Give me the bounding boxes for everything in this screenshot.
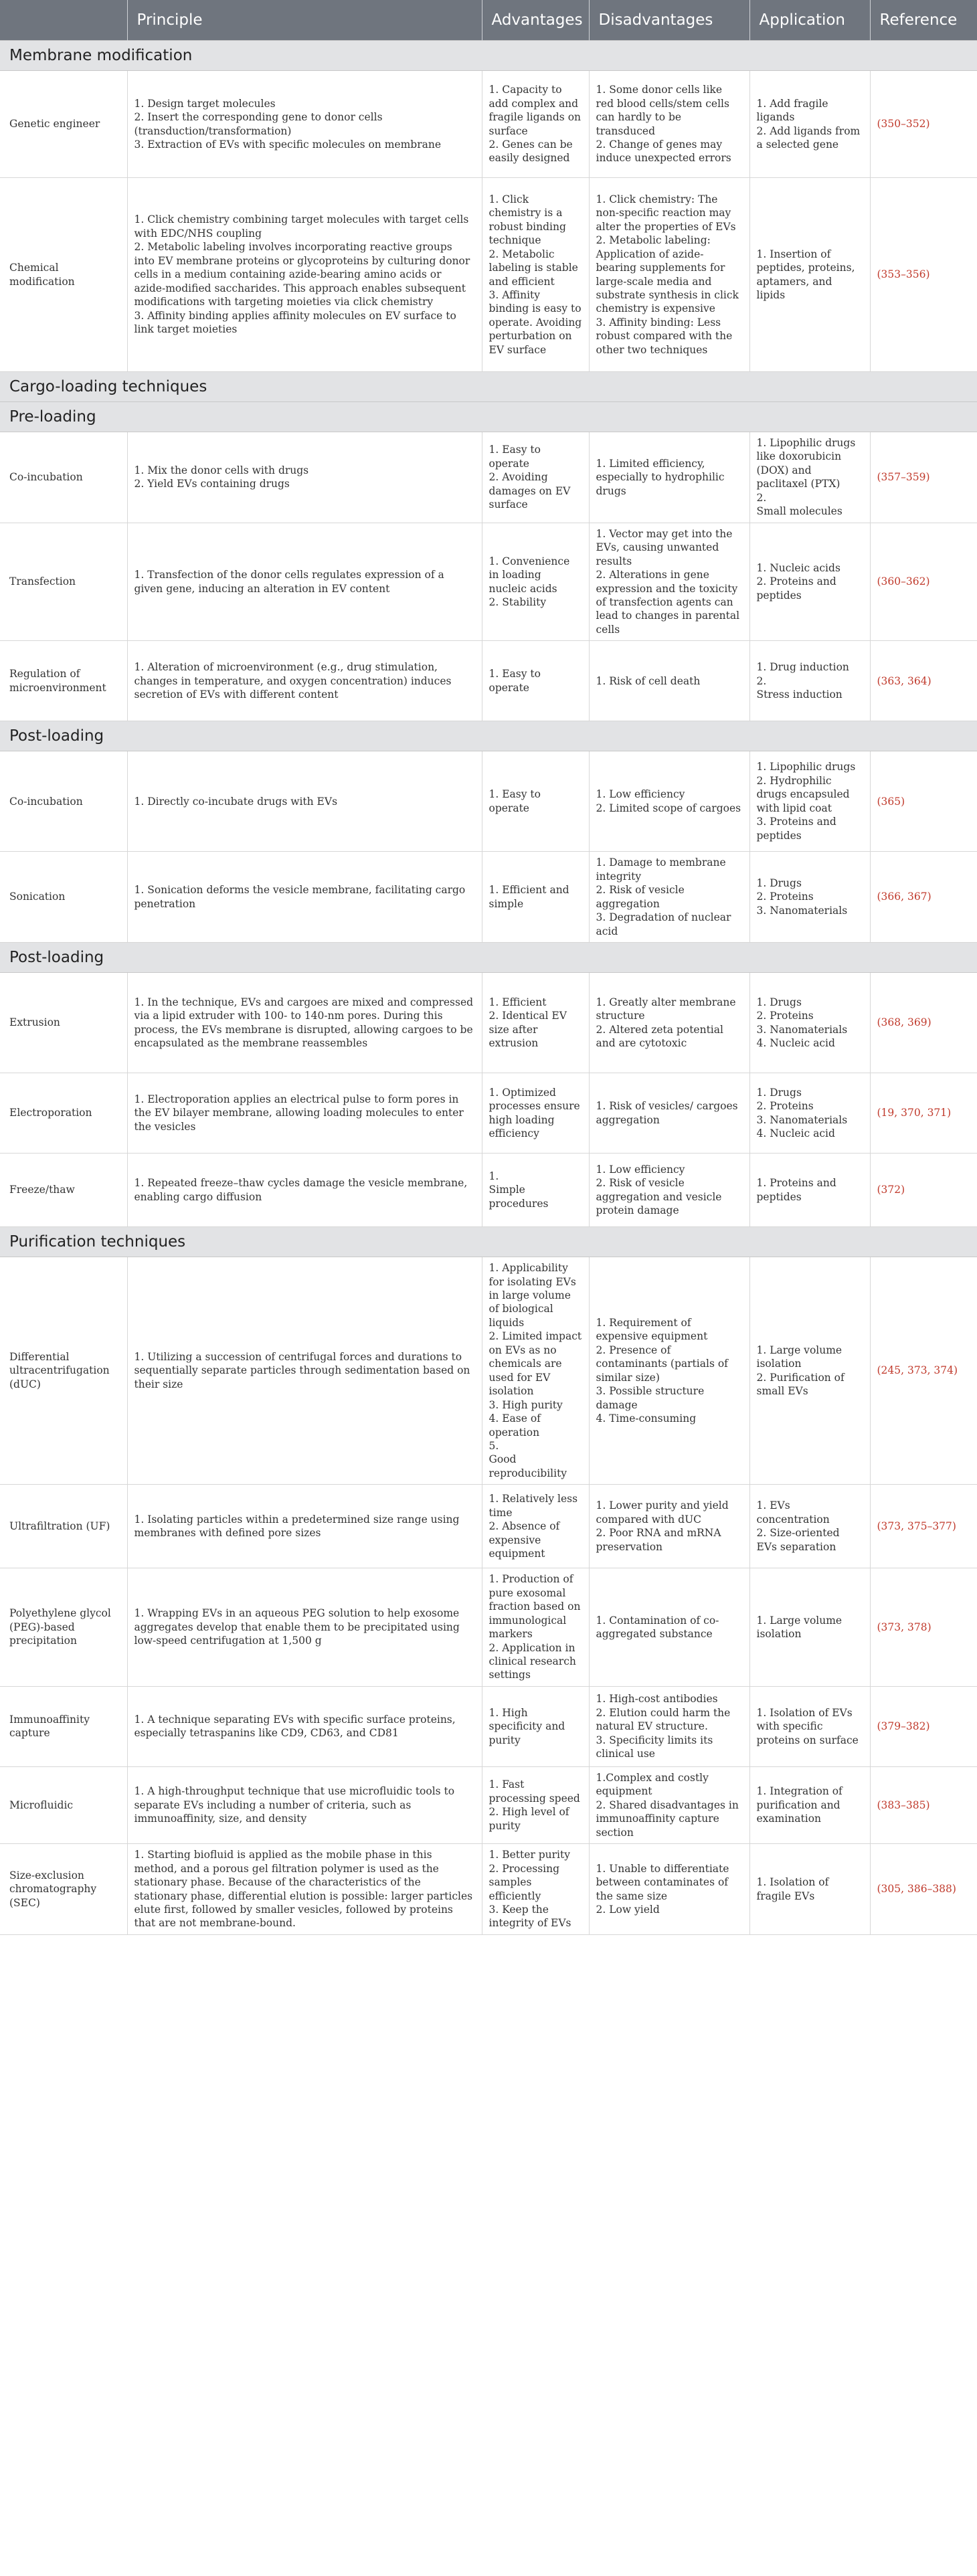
disadvantages-cell	[589, 178, 749, 372]
application-cell	[749, 1686, 870, 1766]
section-header-row	[0, 402, 977, 432]
table-row	[0, 1686, 977, 1766]
cell-line: 1.Complex and costly equipment	[596, 1771, 709, 1798]
cell-line: 1. Capacity to add complex and fragile ligands on surface	[489, 84, 582, 137]
cell-line: 2. Genes can be easily designed	[489, 138, 573, 165]
header-cell-reference: Reference	[870, 0, 977, 41]
cell-line: 2. Add ligands from a selected gene	[756, 124, 861, 151]
cell-line: 1. Greatly alter membrane structure	[596, 996, 736, 1022]
advantages-cell	[482, 1686, 589, 1766]
table-row	[0, 1073, 977, 1154]
cell-line: 3. Affinity binding applies affinity molecules on EV surface to link target moieties	[134, 309, 456, 336]
cell-line: 1. Better purity	[489, 1849, 571, 1861]
cell-line: 1. Low efficiency	[596, 1163, 685, 1176]
table-row	[0, 1257, 977, 1485]
cell-line: 2. Proteins	[756, 891, 814, 903]
advantages-cell	[482, 1154, 589, 1227]
technique-name-cell: Freeze/thaw	[0, 1154, 127, 1227]
cell-line: 3. High purity	[489, 1398, 563, 1411]
cell-line: 1. Click chemistry: The non-specific reaction may alter the properties of EVs	[596, 193, 736, 233]
cell-line: 2. Change of genes may induce unexpected errors	[596, 138, 731, 165]
technique-name-cell: Chemical modification	[0, 178, 127, 372]
section-title: Purification techniques	[0, 1227, 977, 1257]
cell-line: 1. Easy to operate	[489, 668, 541, 694]
principle-cell	[127, 178, 482, 372]
technique-name-cell: Co-incubation	[0, 432, 127, 523]
cell-line: Small molecules	[756, 505, 842, 518]
disadvantages-cell	[589, 1257, 749, 1485]
table-row	[0, 751, 977, 852]
section-title: Post-loading	[0, 943, 977, 973]
cell-line: 2. Proteins	[756, 1100, 814, 1113]
cell-line: 1. Applicability for isolating EVs in large volume of biological liquids	[489, 1262, 576, 1329]
principle-cell	[127, 432, 482, 523]
advantages-cell	[482, 1485, 589, 1568]
advantages-cell	[482, 751, 589, 852]
cell-line: 1. Relatively less time	[489, 1493, 578, 1519]
cell-line: 4. Ease of operation	[489, 1412, 541, 1439]
reference-cell[interactable]: (357–359)	[870, 432, 977, 523]
cell-line: 1. Easy to operate	[489, 788, 541, 814]
cell-line: 2. Processing samples efficiently	[489, 1862, 560, 1902]
cell-line: 2. Insert the corresponding gene to donor cells (transduction/transformation)	[134, 111, 383, 137]
principle-cell	[127, 1257, 482, 1485]
advantages-cell	[482, 641, 589, 721]
cell-line: 1. Drugs	[756, 996, 802, 1008]
technique-name-cell: Polyethylene glycol (PEG)-based precipitation	[0, 1568, 127, 1687]
cell-line: 1. Efficient	[489, 996, 547, 1008]
header-cell-disadvantages: Disadvantages	[589, 0, 749, 41]
principle-cell	[127, 751, 482, 852]
cell-line: 1. Starting biofluid is applied as the mobile phase in this method, and a porous gel filtration polymer is used as the stationary phase. Because of the characteristics of the stationary phase, differential elution is possible: larger particles elute first, followed by smaller vesicles, followed by proteins that are not membrane-bound.	[134, 1849, 473, 1930]
header-cell-technique	[0, 0, 127, 41]
section-header-row	[0, 1227, 977, 1257]
cell-line: 1. Lipophilic drugs like doxorubicin (DOX) and paclitaxel (PTX)	[756, 437, 856, 490]
cell-line: 2. Absence of expensive equipment	[489, 1520, 560, 1560]
cell-line: 1. Design target molecules	[134, 97, 276, 110]
technique-name-cell: Transfection	[0, 523, 127, 641]
technique-name-cell: Microfluidic	[0, 1766, 127, 1843]
cell-line: 2.	[756, 674, 767, 687]
cell-line: 1. Alteration of microenvironment (e.g., drug stimulation, changes in temperature, and oxygen concentration) induces secretion of EVs with different content	[134, 661, 452, 701]
disadvantages-cell	[589, 1485, 749, 1568]
cell-line: 3. Affinity binding is easy to operate. Avoiding perturbation on EV surface	[489, 288, 582, 356]
principle-cell	[127, 973, 482, 1073]
cell-line: 1. Large volume isolation	[756, 1614, 842, 1641]
cell-line: 1. Lipophilic drugs	[756, 761, 856, 773]
cell-line: 1. In the technique, EVs and cargoes are mixed and compressed via a lipid extruder with 100- to 140-nm pores. During this process, the EVs membrane is disrupted, allowing cargoes to be encapsulated as the membrane reassembles	[134, 996, 474, 1050]
reference-cell[interactable]: (245, 373, 374)	[870, 1257, 977, 1485]
application-cell	[749, 523, 870, 641]
cell-line: 1. A high-throughput technique that use microfluidic tools to separate EVs including a number of criteria, such as immunoaffinity, size, and density	[134, 1785, 455, 1825]
advantages-cell	[482, 432, 589, 523]
cell-line: 4. Nucleic acid	[756, 1037, 835, 1050]
disadvantages-cell	[589, 1766, 749, 1843]
table-row	[0, 1844, 977, 1935]
cell-line: Simple procedures	[489, 1184, 549, 1210]
advantages-cell	[482, 71, 589, 178]
application-cell	[749, 1257, 870, 1485]
cell-line: 3. Nanomaterials	[756, 1113, 848, 1126]
cell-line: 1. Sonication deforms the vesicle membrane, facilitating cargo penetration	[134, 884, 466, 910]
application-cell	[749, 178, 870, 372]
cell-line: 2. Presence of contaminants (partials of similar size)	[596, 1344, 728, 1384]
disadvantages-cell	[589, 641, 749, 721]
cell-line: 1. Click chemistry combining target molecules with target cells with EDC/NHS coupling	[134, 213, 469, 240]
cell-line: 2. Proteins	[756, 1010, 814, 1022]
cell-line: 3. Extraction of EVs with specific molecules on membrane	[134, 138, 442, 151]
table-body	[0, 41, 977, 1935]
disadvantages-cell	[589, 751, 749, 852]
reference-cell[interactable]: (368, 369)	[870, 973, 977, 1073]
cell-line: 1. Nucleic acids	[756, 561, 840, 574]
application-cell	[749, 71, 870, 178]
advantages-cell	[482, 1568, 589, 1687]
reference-cell[interactable]: (353–356)	[870, 178, 977, 372]
cell-line: 1. Limited efficiency, especially to hydrophilic drugs	[596, 457, 725, 497]
section-header-row	[0, 943, 977, 973]
cell-line: 2. Risk of vesicle aggregation	[596, 884, 685, 910]
application-cell	[749, 432, 870, 523]
advantages-cell	[482, 973, 589, 1073]
section-title: Membrane modification	[0, 41, 977, 71]
technique-name-cell: Differential ultracentrifugation (dUC)	[0, 1257, 127, 1485]
cell-line: 2. Low yield	[596, 1904, 660, 1916]
advantages-cell	[482, 1257, 589, 1485]
advantages-cell	[482, 852, 589, 943]
cell-line: 1. Drug induction	[756, 661, 849, 674]
technique-name-cell: Sonication	[0, 852, 127, 943]
cell-line: 1. Isolating particles within a predetermined size range using membranes with defined pore sizes	[134, 1513, 460, 1540]
section-header-row	[0, 721, 977, 751]
principle-cell	[127, 1686, 482, 1766]
disadvantages-cell	[589, 71, 749, 178]
reference-cell[interactable]: (350–352)	[870, 71, 977, 178]
table-row	[0, 432, 977, 523]
technique-name-cell: Immunoaffinity capture	[0, 1686, 127, 1766]
cell-line: 1. Large volume isolation	[756, 1344, 842, 1370]
principle-cell	[127, 523, 482, 641]
reference-cell[interactable]: (366, 367)	[870, 852, 977, 943]
reference-cell[interactable]: (373, 378)	[870, 1568, 977, 1687]
cell-line: 3. Possible structure damage	[596, 1385, 705, 1411]
cell-line: 1. Isolation of EVs with specific proteins on surface	[756, 1706, 859, 1746]
cell-line: 5.	[489, 1439, 499, 1452]
cell-line: 2. Alterations in gene expression and the toxicity of transfection agents can lead to changes in parental cells	[596, 569, 740, 636]
technique-name-cell: Co-incubation	[0, 751, 127, 852]
application-cell	[749, 1154, 870, 1227]
cell-line: 2. Risk of vesicle aggregation and vesicle protein damage	[596, 1177, 722, 1217]
reference-cell[interactable]: (305, 386–388)	[870, 1844, 977, 1935]
disadvantages-cell	[589, 1073, 749, 1154]
advantages-cell	[482, 1844, 589, 1935]
cell-line: 2. Proteins and peptides	[756, 575, 836, 602]
cell-line: 3. Affinity binding: Less robust compared with the other two techniques	[596, 316, 733, 356]
table-row	[0, 523, 977, 641]
advantages-cell	[482, 523, 589, 641]
disadvantages-cell	[589, 973, 749, 1073]
cell-line: 1. Wrapping EVs in an aqueous PEG solution to help exosome aggregates develop that enable them to be precipitated using low-speed centrifugation at 1,500 g	[134, 1607, 460, 1647]
section-title: Cargo-loading techniques	[0, 372, 977, 402]
principle-cell	[127, 1844, 482, 1935]
reference-cell[interactable]: (383–385)	[870, 1766, 977, 1843]
cell-line: 2. Yield EVs containing drugs	[134, 478, 290, 490]
technique-name-cell: Ultrafiltration (UF)	[0, 1485, 127, 1568]
header-cell-advantages: Advantages	[482, 0, 589, 41]
table-row	[0, 973, 977, 1073]
cell-line: 1. Vector may get into the EVs, causing unwanted results	[596, 527, 733, 567]
cell-line: 2. Application in clinical research settings	[489, 1641, 576, 1681]
cell-line: 2. Limited scope of cargoes	[596, 802, 741, 814]
cell-line: Good reproducibility	[489, 1453, 567, 1479]
cell-line: 1. Convenience in loading nucleic acids	[489, 555, 570, 595]
cell-line: 1. Insertion of peptides, proteins, aptamers, and lipids	[756, 248, 855, 301]
reference-cell[interactable]: (379–382)	[870, 1686, 977, 1766]
cell-line: 2. Size-oriented EVs separation	[756, 1527, 840, 1553]
cell-line: 1.	[489, 1170, 499, 1182]
disadvantages-cell	[589, 1154, 749, 1227]
section-header-row	[0, 41, 977, 71]
table-row	[0, 1485, 977, 1568]
cell-line: 4. Nucleic acid	[756, 1127, 835, 1140]
technique-name-cell: Size-exclusion chromatography (SEC)	[0, 1844, 127, 1935]
cell-line: 2. Avoiding damages on EV surface	[489, 471, 571, 511]
disadvantages-cell	[589, 432, 749, 523]
cell-line: 3. Nanomaterials	[756, 1023, 848, 1036]
advantages-cell	[482, 1073, 589, 1154]
cell-line: 3. Nanomaterials	[756, 904, 848, 917]
table-row	[0, 1766, 977, 1843]
principle-cell	[127, 1568, 482, 1687]
cell-line: 1. Risk of cell death	[596, 674, 701, 687]
cell-line: 1. Optimized processes ensure high loading efficiency	[489, 1086, 580, 1140]
section-header-row	[0, 372, 977, 402]
cell-line: 2. High level of purity	[489, 1806, 569, 1832]
cell-line: 2. Metabolic labeling: Application of azide-bearing supplements for large-scale media and substrate synthesis in click chemistry is expensive	[596, 234, 739, 315]
cell-line: 1. Click chemistry is a robust binding technique	[489, 193, 566, 247]
cell-line: 1. A technique separating EVs with specific surface proteins, especially tetraspanins like CD9, CD63, and CD81	[134, 1713, 456, 1740]
cell-line: 3. Keep the integrity of EVs	[489, 1904, 571, 1930]
disadvantages-cell	[589, 523, 749, 641]
table-row	[0, 71, 977, 178]
application-cell	[749, 1844, 870, 1935]
cell-line: 1. Some donor cells like red blood cells/stem cells can hardly to be transduced	[596, 84, 729, 137]
table-row	[0, 178, 977, 372]
header-cell-principle: Principle	[127, 0, 482, 41]
application-cell	[749, 1073, 870, 1154]
cell-line: 2. Shared disadvantages in immunoaffinity capture section	[596, 1799, 739, 1839]
disadvantages-cell	[589, 1844, 749, 1935]
header-cell-application: Application	[749, 0, 870, 41]
principle-cell	[127, 1766, 482, 1843]
cell-line: 1. Integration of purification and examination	[756, 1785, 842, 1825]
principle-cell	[127, 641, 482, 721]
cell-line: 1. Transfection of the donor cells regulates expression of a given gene, inducing an alteration in EV content	[134, 569, 444, 595]
cell-line: 4. Time-consuming	[596, 1412, 697, 1425]
cell-line: 2. Stability	[489, 595, 547, 608]
cell-line: 1. Requirement of expensive equipment	[596, 1316, 708, 1343]
technique-name-cell: Genetic engineer	[0, 71, 127, 178]
cell-line: 3. Degradation of nuclear acid	[596, 911, 731, 937]
cell-line: 2. Identical EV size after extrusion	[489, 1010, 567, 1050]
header-row	[0, 0, 977, 41]
cell-line: 1. Fast processing speed	[489, 1778, 580, 1805]
cell-line: Stress induction	[756, 688, 842, 701]
principle-cell	[127, 852, 482, 943]
advantages-cell	[482, 1766, 589, 1843]
technique-name-cell: Electroporation	[0, 1073, 127, 1154]
cell-line: 1. Unable to differentiate between contaminates of the same size	[596, 1862, 729, 1902]
section-title: Post-loading	[0, 721, 977, 751]
cell-line: 1. Drugs	[756, 877, 802, 890]
application-cell	[749, 852, 870, 943]
cell-line: 2. Hydrophilic drugs encapsuled with lipid coat	[756, 774, 850, 814]
principle-cell	[127, 1154, 482, 1227]
advantages-cell	[482, 178, 589, 372]
cell-line: 1. Easy to operate	[489, 444, 541, 470]
technique-name-cell: Regulation of microenvironment	[0, 641, 127, 721]
cell-line: 1. Contamination of co-aggregated substance	[596, 1614, 719, 1641]
application-cell	[749, 641, 870, 721]
disadvantages-cell	[589, 1568, 749, 1687]
cell-line: 1. Damage to membrane integrity	[596, 856, 726, 883]
cell-line: 1. High-cost antibodies	[596, 1693, 718, 1706]
cell-line: 2.	[756, 491, 767, 504]
cell-line: 1. Drugs	[756, 1086, 802, 1099]
cell-line: 1. Add fragile ligands	[756, 97, 828, 124]
application-cell	[749, 1485, 870, 1568]
table-row	[0, 852, 977, 943]
cell-line: 1. Utilizing a succession of centrifugal forces and durations to sequentially separate particles through sedimentation based on their size	[134, 1351, 470, 1390]
cell-line: 2. Purification of small EVs	[756, 1371, 845, 1398]
cell-line: 1. High specificity and purity	[489, 1706, 565, 1746]
table-row	[0, 641, 977, 721]
principle-cell	[127, 1485, 482, 1568]
cell-line: 1. Mix the donor cells with drugs	[134, 464, 309, 476]
cell-line: 2. Metabolic labeling is stable and efficient	[489, 248, 578, 288]
reference-cell[interactable]: (360–362)	[870, 523, 977, 641]
reference-cell[interactable]: (373, 375–377)	[870, 1485, 977, 1568]
cell-line: 1. Production of pure exosomal fraction based on immunological markers	[489, 1573, 581, 1641]
cell-line: 1. Risk of vesicles/ cargoes aggregation	[596, 1100, 738, 1126]
application-cell	[749, 973, 870, 1073]
cell-line: 1. Directly co-incubate drugs with EVs	[134, 795, 338, 808]
cell-line: 1. Electroporation applies an electrical pulse to form pores in the EV bilayer membrane, allowing loading molecules to enter the vesicles	[134, 1093, 464, 1133]
reference-cell[interactable]: (372)	[870, 1154, 977, 1227]
table-row	[0, 1568, 977, 1687]
cell-line: 2. Poor RNA and mRNA preservation	[596, 1527, 721, 1553]
cell-line: 1. Proteins and peptides	[756, 1177, 836, 1203]
cell-line: 1. Repeated freeze–thaw cycles damage the vesicle membrane, enabling cargo diffusion	[134, 1177, 468, 1203]
application-cell	[749, 751, 870, 852]
cell-line: 1. Lower purity and yield compared with dUC	[596, 1499, 729, 1526]
application-cell	[749, 1568, 870, 1687]
cell-line: 2. Metabolic labeling involves incorporating reactive groups into EV membrane proteins or glycoproteins by culturing donor cells in a medium containing azide-bearing amino acids or azide-modified saccharides. This approach enables subsequent modifications with targeting moieties via click chemistry	[134, 241, 470, 308]
cell-line: 1. EVs concentration	[756, 1499, 830, 1526]
technique-name-cell: Extrusion	[0, 973, 127, 1073]
cell-line: 1. Efficient and simple	[489, 884, 569, 910]
disadvantages-cell	[589, 852, 749, 943]
reference-cell[interactable]: (363, 364)	[870, 641, 977, 721]
disadvantages-cell	[589, 1686, 749, 1766]
section-title: Pre-loading	[0, 402, 977, 432]
cell-line: 3. Proteins and peptides	[756, 816, 836, 842]
principle-cell	[127, 71, 482, 178]
reference-cell[interactable]: (365)	[870, 751, 977, 852]
cell-line: 2. Elution could harm the natural EV structure.	[596, 1706, 731, 1733]
cell-line: 1. Low efficiency	[596, 788, 685, 801]
principle-cell	[127, 1073, 482, 1154]
cell-line: 1. Isolation of fragile EVs	[756, 1876, 829, 1902]
cell-line: 2. Altered zeta potential and are cytotoxic	[596, 1023, 723, 1050]
table-row	[0, 1154, 977, 1227]
application-cell	[749, 1766, 870, 1843]
cell-line: 3. Specificity limits its clinical use	[596, 1734, 713, 1760]
reference-cell[interactable]: (19, 370, 371)	[870, 1073, 977, 1154]
cell-line: 2. Limited impact on EVs as no chemicals are used for EV isolation	[489, 1330, 582, 1398]
